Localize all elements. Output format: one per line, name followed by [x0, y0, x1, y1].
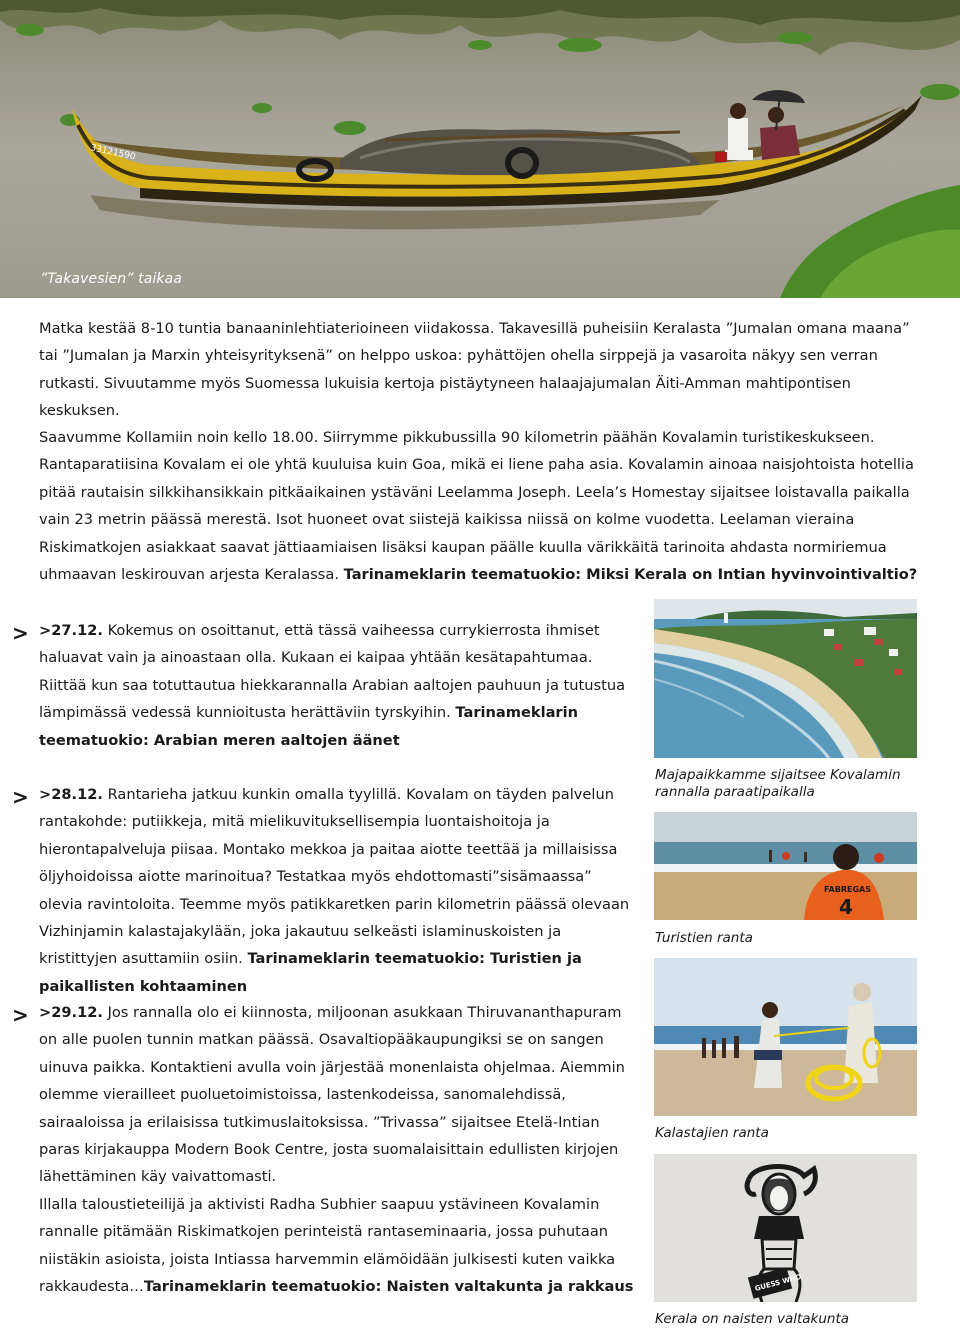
day-entry-27-12 [39, 617, 639, 754]
photo-caption: Majapaikkamme sijaitsee Kovalamin rannalla paraatipaikalla [655, 767, 901, 800]
day-text: Kokemus on osoittanut, että tässä vaiheessa currykierrosta ihmiset haluavat vain ja ainoastaan olla. Kukaan ei kaipaa yhtään kesätapahtumaa. Riittää kun saa totuttautua hiekkarannalla Arabian aaltojen pauhuun ja tutustua lämpimässä vedessä kunnioitusta herättäviin tyrskyihin. [39, 622, 626, 722]
arrow-marker: > [12, 1003, 29, 1027]
paragraph-text: Matka kestää 8-10 tuntia banaaninlehtiaterioineen viidakossa. Takavesillä puheisiin Keralasta ”Jumalan omana maana” tai ”Jumalan ja Marxin yhteisyrityksenä” on helppo uskoa: pyhättöjen ohella sirppejä ja vasaroita näkyy sen verran rutkasti. Sivuutamme myös Suomessa lukuisia kertoja pistäytyneen halaajajumalan Äiti-Amman mahtipontisen keskuksen. [39, 320, 910, 420]
shirt-number: 4 [839, 895, 853, 919]
theme-session: Tarinameklarin teematuokio: Miksi Kerala on Intian hyvinvointivaltio? [343, 566, 918, 584]
theme-session: Tarinameklarin teematuokio: Arabian meren aaltojen äänet [39, 704, 579, 749]
photo-caption: Kalastajien ranta [655, 1125, 769, 1141]
intro-paragraph [39, 315, 929, 425]
hero-caption: ”Takavesien” taikaa [40, 271, 182, 287]
theme-session: Tarinameklarin teematuokio: Turistien ja paikallisten kohtaaminen [39, 950, 582, 995]
hero-image [0, 0, 960, 298]
day-text: Jos rannalla olo ei kiinnosta, miljoonan asukkaan Thiruvananthapuram on alle puolen tunnin matkan päässä. Osavaltiopääkaupungiksi se on sangen uinuva paikka. Kontaktieni avulla voin järjestää monenlaista ohjelmaa. Aiemmin olemme vierailleet puoluetoimistoissa, lastenkodeissa, sanomalehdissä, sairaaloissa ja erilaisissa tutkimuslaitoksissa. ”Trivassa” sijaitsee Etelä-Intian paras kirjakauppa Modern Book Centre, josta suomalaisittain edullisten kirjojen lähettäminen käy vaivattomasti. [39, 1004, 625, 1186]
day-entry-28-12 [39, 781, 639, 1000]
photo-kovalam-beach [654, 599, 917, 758]
theme-session: Tarinameklarin teematuokio: Naisten valtakunta ja rakkaus [143, 1278, 634, 1296]
day-date: >27.12. [39, 622, 103, 639]
photo-caption: Kerala on naisten valtakunta [655, 1311, 850, 1327]
day-date: >29.12. [39, 1004, 103, 1021]
arrow-marker: > [12, 621, 29, 645]
arrival-paragraph [39, 424, 929, 588]
day-entry-29-12 [39, 999, 639, 1300]
photo-caption: Turistien ranta [655, 930, 753, 946]
shirt-text: FABREGAS [824, 885, 871, 894]
photo-tourist-beach [654, 812, 917, 920]
day-text: Rantarieha jatkuu kunkin omalla tyylillä. Kovalam on täyden palvelun rantakohde: putiikkeja, mitä mielikuvituksellisempia luontaishoitoja ja hierontapalveluja piisaa. Montako mekkoa ja paitaa aiotte teettää ja millaisissa öljyhoidoissa aiotte marinoitua? Testatkaa myös ehdottomasti”sisämaassa” olevia ravintoloita. Teemme myös patikkaretken parin kilometrin päässä olevaan Vizhinjamin kalastajakylään, joka jakautuu selkeästi islaminuskoisten ja kristittyjen asuttamiin osiin. [39, 786, 630, 968]
photo-graffiti [654, 1154, 917, 1302]
day-date: >28.12. [39, 786, 103, 803]
paragraph-text: Saavumme Kollamiin noin kello 18.00. Siirrymme pikkubussilla 90 kilometrin päähän Kovalamin turistikeskukseen. Rantaparatiisina Kovalam ei ole yhtä kuuluisa kuin Goa, mikä ei liene paha asia. Kovalamin ainoaa naisjohtoista hotellia pitää rautaisin silkkihansikkain pitkäaikainen ystäväni Leelamma Joseph. Leela’s Homestay sijaitsee loistavalla paikalla vain 23 metrin päässä merestä. Isot huoneet ovat siistejä kaikissa niissä on kolme vuodetta. Leelaman vieraina Riskimatkojen asiakkaat saavat jättiaamiaisen lisäksi kaupan päälle kuulla värikkäitä tarinoita ahdasta normiriemua uhmaavan leskirouvan arjesta Keralassa. [39, 429, 914, 584]
arrow-marker: > [12, 785, 29, 809]
boat-number: 33121590 [89, 143, 137, 163]
graffiti-text: GUESS WHO [754, 1272, 803, 1293]
photo-fishermen-beach [654, 958, 917, 1116]
day-text-evening: Illalla taloustieteilijä ja aktivisti Radha Subhier saapuu ystävineen Kovalamin rannalle pitämään Riskimatkojen perinteistä rantaseminaaria, jossa puhutaan niistäkin asioista, joista Intiassa harvemmin elämöidään julkisesti kuten vaikka rakkaudesta… [39, 1195, 616, 1296]
